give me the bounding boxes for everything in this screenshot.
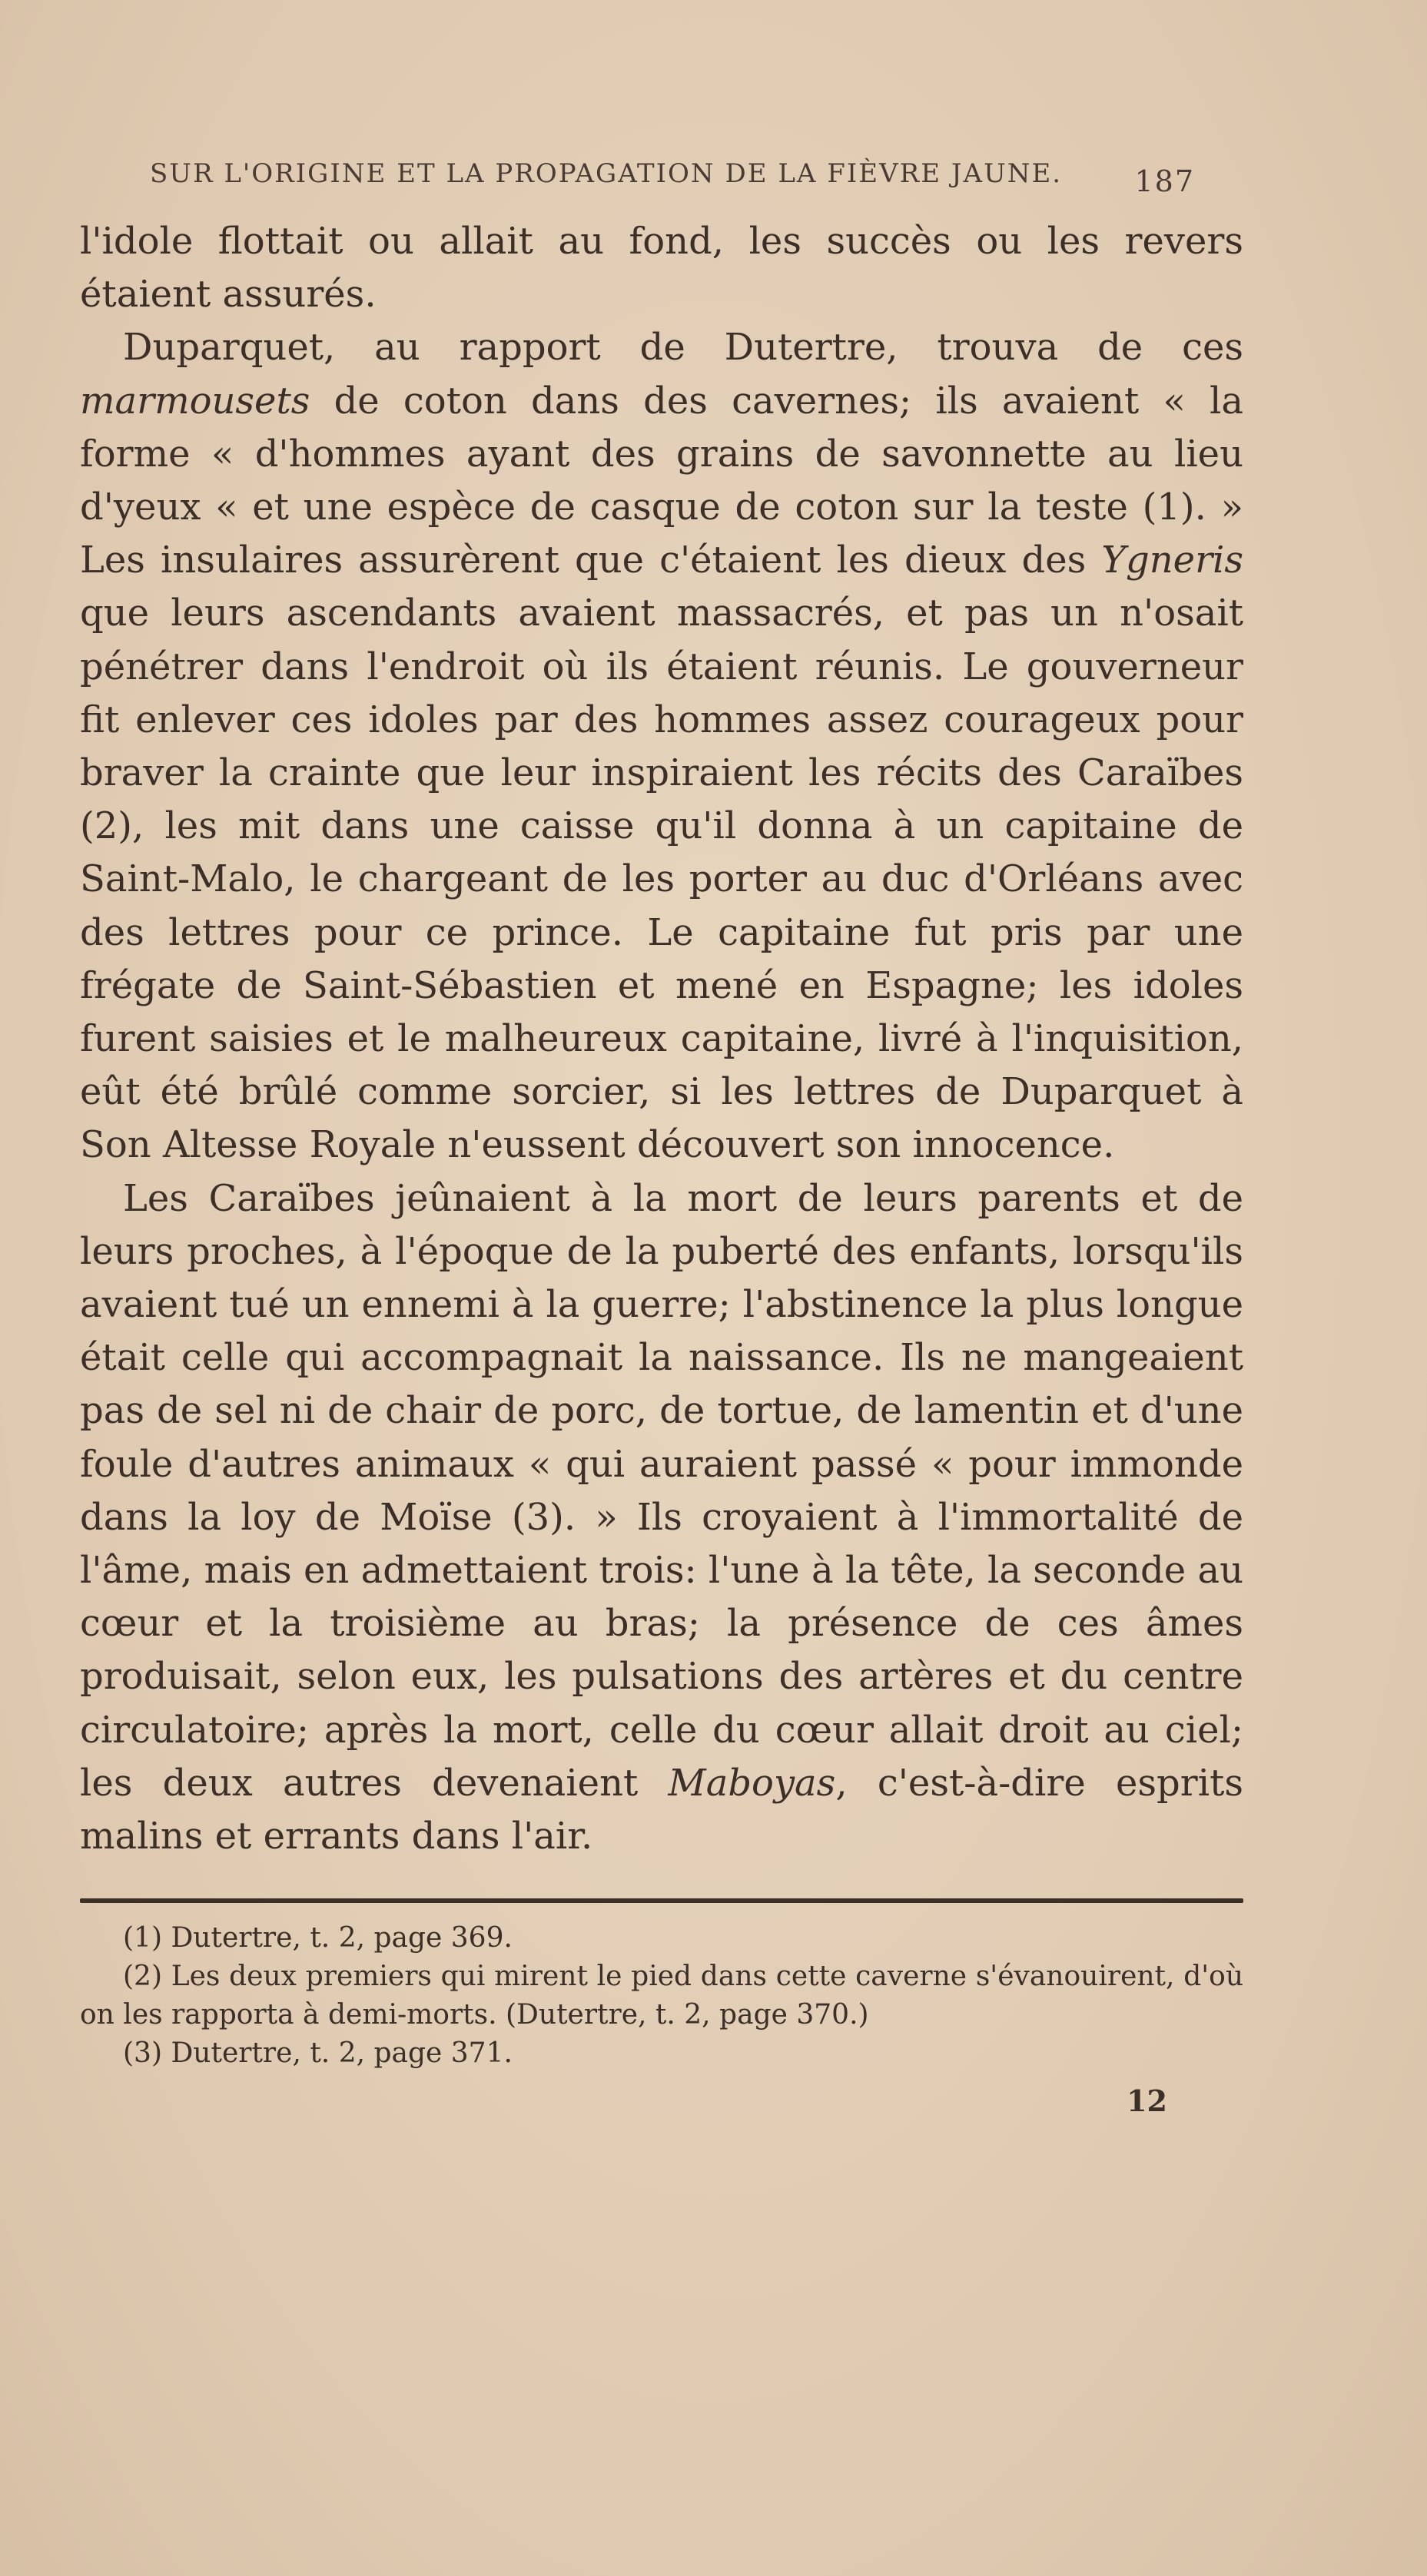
signature-mark: 12 bbox=[1127, 2084, 1167, 2118]
paragraph-1: l'idole flottait ou allait au fond, les succès ou les revers étaient assurés. bbox=[80, 220, 1243, 317]
paragraph-2-part-b: de coton dans des cavernes; ils avaient « la forme « d'hommes ayant des grains de savonnette au lieu d'yeux « et une espèce de casque de coton sur la teste (1). » Les insulaires assurèrent que c'étaient les dieux des bbox=[80, 379, 1243, 582]
footnote-rule bbox=[80, 1898, 1243, 1903]
footnote-3: (3) Dutertre, t. 2, page 371. bbox=[123, 2037, 513, 2069]
italic-term-marmousets: marmousets bbox=[80, 379, 310, 423]
paragraph-2-part-c: que leurs ascendants avaient massacrés, et pas un n'osait pénétrer dans l'endroit où ils étaient réunis. Le gouverneur fit enlever ces idoles par des hommes assez courageux pour braver la crainte que leur inspiraient les récits des Caraïbes (2), les mit dans une caisse qu'il donna à un capitaine de Saint-Malo, le chargeant de les porter au duc d'Orléans avec des lettres pour ce prince. Le capitaine fut pris par une frégate de Saint-Sébastien et mené en Espagne; les idoles furent saisies et le malheureux capitaine, livré à l'inquisition, eût été brûlé comme sorcier, si les lettres de Duparquet à Son Altesse Royale n'eussent découvert son innocence. bbox=[80, 592, 1243, 1167]
paragraph-3-part-b: , c'est-à-dire esprits malins et errants dans l'air. bbox=[80, 1761, 1243, 1858]
paragraph-3 bbox=[80, 1172, 1243, 1864]
paragraph-3-part-a: Les Caraïbes jeûnaient à la mort de leurs parents et de leurs proches, à l'époque de la puberté des enfants, lorsqu'ils avaient tué un ennemi à la guerre; l'abstinence la plus longue était celle qui accompagnait la naissance. Ils ne mangeaient pas de sel ni de chair de porc, de tortue, de lamentin et d'une foule d'autres animaux « qui auraient passé « pour immonde dans la loy de Moïse (3). » Ils croyaient à l'immortalité de l'âme, mais en admettaient trois: l'une à la tête, la seconde au cœur et la troisième au bras; la présence de ces âmes produisait, selon eux, les pulsations des artères et du centre circulatoire; après la mort, celle du cœur allait droit au ciel; les deux autres devenaient bbox=[80, 1176, 1243, 1805]
running-title: SUR L'ORIGINE ET LA PROPAGATION DE LA FIÈVRE JAUNE. bbox=[150, 158, 1063, 189]
paragraph-2-part-a: Duparquet, au rapport de Dutertre, trouva de ces bbox=[123, 326, 1243, 370]
footnote-2: (2) Les deux premiers qui mirent le pied dans cette caverne s'évanouirent, d'où on les rapporta à demi-morts. (Dutertre, t. 2, page 370.) bbox=[80, 1961, 1243, 2031]
footnote-1: (1) Dutertre, t. 2, page 369. bbox=[123, 1922, 513, 1954]
footnotes bbox=[80, 1919, 1243, 2073]
italic-term-ygneris: Ygneris bbox=[1101, 539, 1243, 582]
paragraph-2 bbox=[80, 321, 1243, 1172]
italic-term-maboyas: Maboyas bbox=[668, 1761, 836, 1805]
page-number: 187 bbox=[1134, 164, 1195, 198]
body-text bbox=[80, 215, 1243, 1863]
running-head bbox=[150, 154, 1264, 200]
